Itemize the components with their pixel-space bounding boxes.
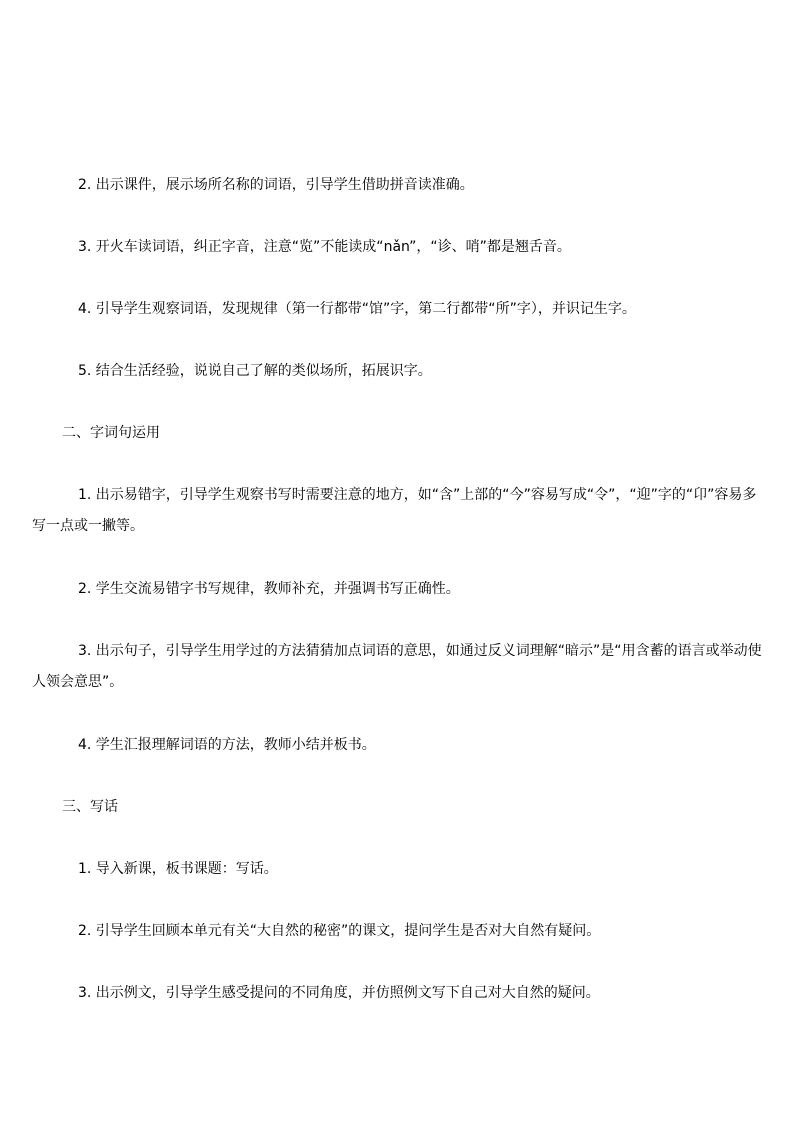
paragraph-item-2: 2. 学生交流易错字书写规律，教师补充，并强调书写正确性。 xyxy=(78,581,460,597)
paragraph-item-3: 3. 开火车读词语，纠正字音，注意“览”不能读成“nǎn”，“诊、哨”都是翘舌音。 xyxy=(78,239,571,255)
paragraph-item-3: 3. 出示例文，引导学生感受提问的不同角度，并仿照例文写下自己对大自然的疑问。 xyxy=(78,985,600,1001)
paragraph-item-2: 2. 出示课件，展示场所名称的词语，引导学生借助拼音读准确。 xyxy=(78,177,474,193)
paragraph-item-1: 1. 导入新课，板书课题：写话。 xyxy=(78,861,278,877)
paragraph-item-4: 4. 引导学生观察词语，发现规律（第一行都带“馆”字，第二行都带“所”字），并识记生字。 xyxy=(78,301,636,317)
paragraph-item-2: 2. 引导学生回顾本单元有关“大自然的秘密”的课文，提问学生是否对大自然有疑问。 xyxy=(78,923,601,939)
paragraph-item-4: 4. 学生汇报理解词语的方法，教师小结并板书。 xyxy=(78,737,376,753)
section-heading-2: 二、字词句运用 xyxy=(62,425,160,441)
paragraph-item-5: 5. 结合生活经验，说说自己了解的类似场所，拓展识字。 xyxy=(78,363,432,379)
paragraph-item-3: 3. 出示句子，引导学生用学过的方法猜猜加点词语的意思，如通过反义词理解“暗示”是“用含蓄的语言或举动使人领会意思”。 xyxy=(32,643,762,690)
paragraph-item-1: 1. 出示易错字，引导学生观察书写时需要注意的地方，如“含”上部的“今”容易写成“令”，“迎”字的“卬”容易多写一点或一撇等。 xyxy=(32,487,757,534)
section-heading-3: 三、写话 xyxy=(62,799,118,815)
